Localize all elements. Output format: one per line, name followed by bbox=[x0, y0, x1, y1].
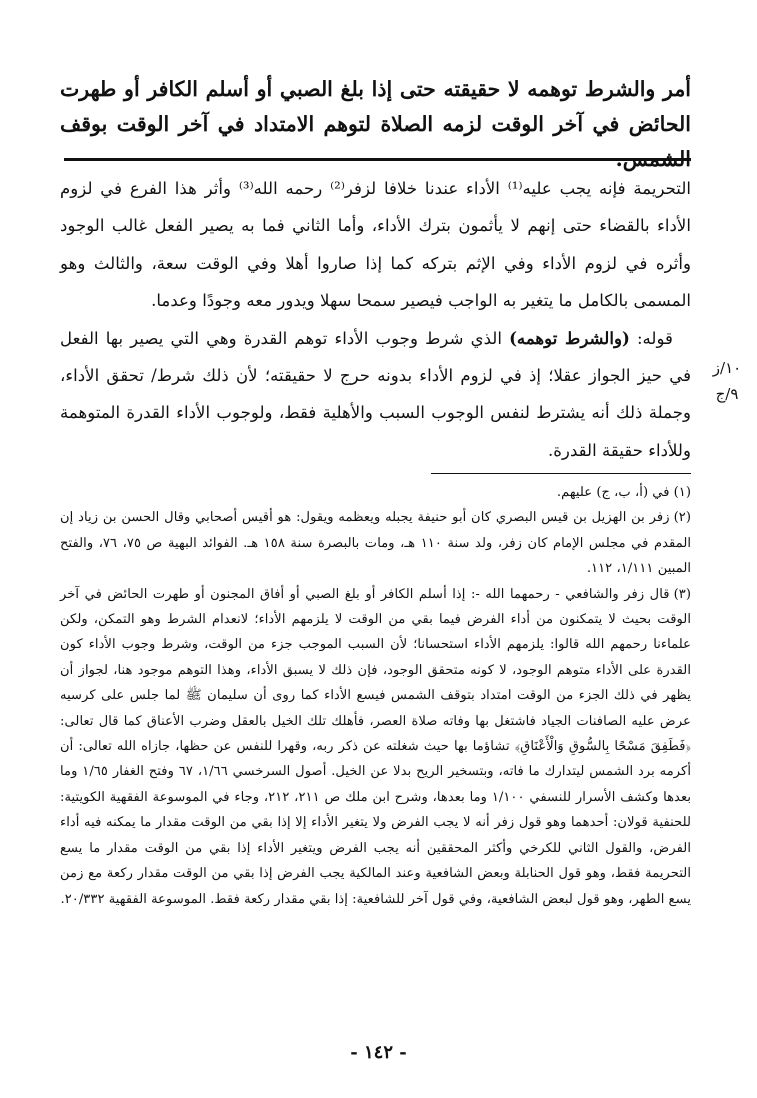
footnote-text: في (أ، ب، ج) عليهم. bbox=[556, 485, 670, 500]
footnote-2 bbox=[60, 505, 691, 581]
footnote-divider bbox=[431, 473, 691, 474]
matn-divider bbox=[64, 158, 691, 161]
commentary-paragraph-2 bbox=[60, 320, 691, 470]
commentary-body: الذي شرط وجوب الأداء توهم القدرة وهي التي يصير بها الفعل في حيز الجواز عقلا؛ إذ في لزوم الأداء بدونه حرج لا حقيقته؛ لأن ذلك شرط/ تحقق الأداء، وجملة ذلك أنه يشترط لنفس الوجوب السبب والأهلية فقط، ولوجوب الأداء القدرة المتوهمة وللأداء حقيقة القدرة. bbox=[60, 328, 691, 460]
footnote-text: قال زفر والشافعي - رحمهما الله -: إذا أسلم الكافر أو بلغ الصبي أو أفاق المجنون أو طهرت الحائض في آخر الوقت بحيث لا يتمكنون من أداء الفرض فيما بقي من الوقت لا يلزمهم الأداء؛ لانعدام الشرط وهو التمكن، ولكن علماءنا رحمهم الله قالوا: يلزمهم الأداء استحسانا؛ لأن السبب الموجب جزء من الوقت، وشرط وجوب الأداء كون القدرة على الأداء متوهم الوجود، لا كونه متحقق الوجود، فإن ذلك لا يسبق الأداء، وهذا التوهم موجود هنا، لجواز أن يظهر في ذلك الجزء من الوقت امتداد بتوقف الشمس فيسع الأداء كما روى أن سليمان ﷺ لما جلس على كرسيه عرض عليه الصافنات الجياد فاشتغل بها وفاته صلاة العصر، فأهلك تلك الخيل بالعقل وضرب الأعناق كما قال تعالى: ﴿فَطَفِقَ مَسْحًا بِالسُّوقِ وَالْأَعْنَاقِ﴾ تشاؤما بها حيث شغلته عن ذكر ربه، وقهرا للنفس عن حظها، جازاه الله تعالى: أن أكرمه برد الشمس ليتدارك ما فاته، وبتسخير الريح بدلا عن الخيل. أصول السرخسي ١/٦٦، ٦٧ وفتح الغفار ١/٦٥ وما بعدها وكشف الأسرار للنسفي ١/١٠٠ وما بعدها، وشرح ابن ملك ص ٢١١، ٢١٢، وجاء في الموسوعة الفقهية الكويتية: للحنفية قولان: أحدهما وهو قول زفر أنه لا يجب الفرض ولا يتغير الأداء إلا إذا بقي من الوقت مقدار ما يمكنه فيه أداء الفرض، والقول الثاني للكرخي وأكثر المحققين أنه يجب الفرض ويتغير الأداء إذا بقي من الوقت مقدار ما يسع التحريمة فقط، وهو قول الحنابلة وبعض الشافعية وعند المالكية يجب الفرض إذا بقي من الوقت مقدار ركعة مع زمن يسع الطهر، وهو قول لبعض الشافعية، وفي قول آخر للشافعية: إذا بقي مقدار ركعة فقط. الموسوعة الفقهية ٢٠/٣٣٢. bbox=[60, 586, 692, 907]
footnote-number: (١) bbox=[673, 485, 691, 500]
footnote-1 bbox=[60, 480, 691, 505]
footnote-3 bbox=[60, 582, 691, 912]
footnote-number: (٣) bbox=[673, 586, 691, 602]
footnotes bbox=[60, 480, 691, 912]
commentary-paragraph-1: التحريمة فإنه يجب عليه⁽¹⁾ الأداء عندنا خلافا لزفر⁽²⁾ رحمه الله⁽³⁾ وأثر هذا الفرع في لزوم الأداء بالقضاء حتى إنهم لا يأثمون بترك الأداء، وأما الثاني فما به يصير الفعل غالب الوجود وأثره في لزوم الأداء وفي الإثم بتركه كما إذا صاروا أهلا وفي الوقت سعة، والثالث وهو المسمى بالكامل ما يتغير به الواجب فيصير سمحا سهلا ويدور معه وجودًا وعدما. bbox=[60, 179, 691, 311]
quoted-matn: (والشرط توهمه) bbox=[509, 327, 630, 348]
commentary-text bbox=[60, 170, 691, 469]
matn-text: أمر والشرط توهمه لا حقيقته حتى إذا بلغ الصبي أو أسلم الكافر أو طهرت الحائض في آخر الوقت لزمه الصلاة لتوهم الامتداد في آخر الوقت بوقف الشمس. bbox=[60, 77, 691, 171]
commentary-lead: قوله: bbox=[629, 328, 673, 348]
footnote-text: زفر بن الهزيل بن قيس البصري كان أبو حنيفة يجبله ويعظمه ويقول: هو أقيس أصحابي وقال الحسن بن زياد إن المقدم في مجلس الإمام كان زفر، ولد سنة ١١٠ هـ، ومات بالبصرة سنة ١٥٨ هـ. الفوائد البهية ص ٧٥، ٧٦، والفتح المبين ١/١١١، ١١٢. bbox=[60, 510, 692, 577]
page-number: - ١٤٢ - bbox=[350, 1042, 407, 1063]
manuscript-margin-note bbox=[701, 355, 753, 407]
margin-note-line-2: ٩/ج bbox=[715, 385, 739, 403]
footnote-number: (٢) bbox=[673, 510, 691, 526]
margin-note-line-1: ١٠/ز bbox=[712, 359, 742, 377]
